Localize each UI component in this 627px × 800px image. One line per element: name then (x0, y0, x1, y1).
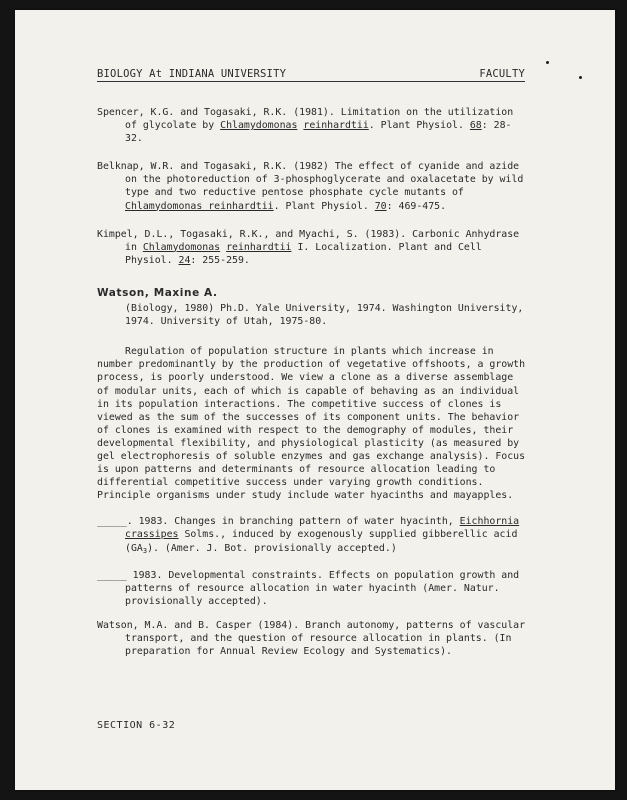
header-department: BIOLOGY At INDIANA UNIVERSITY (97, 68, 287, 80)
reference-text: . Plant Physiol. (273, 200, 375, 212)
reference-text: : 255-259. (190, 254, 250, 266)
reference-text: I. Localization. Plant and Cell Physiol. (125, 241, 488, 266)
reference-text: Spencer, K.G. and Togasaki, R.K. (1981). Limitation on the utilization of glycolate by (97, 107, 520, 132)
page-footer: SECTION 6-32 (97, 720, 176, 731)
reference-emphasis: 24 (178, 254, 191, 266)
reference-text: Kimpel, D.L., Togasaki, R.K., and Myachi, S. (1983). Carbonic Anhydrase in (97, 228, 526, 253)
reference-emphasis: reinhardtii (303, 120, 369, 132)
reference-text: : 28-32. (125, 120, 512, 145)
reference-emphasis: Eichhornia crassipes (125, 516, 520, 541)
reference-emphasis: 68 (469, 120, 482, 132)
reference-text: _____ 1983. Developmental constraints. Effects on population growth and patterns of resource allocation in water hyacinth (Amer. Natur. provisionally accepted). (97, 569, 520, 607)
reference-emphasis: Chlamydomonas reinhardtii (125, 200, 274, 212)
references-list (97, 106, 530, 267)
reference-entry (97, 106, 527, 145)
faculty-credentials: (Biology, 1980) Ph.D. Yale University, 1974. Washington University, 1974. University of Utah, 1975-80. (125, 303, 524, 328)
reference-text: : 469-475. (386, 200, 447, 212)
reference-entry (97, 569, 527, 608)
reference-entry (97, 228, 527, 267)
reference-text: Belknap, W.R. and Togasaki, R.K. (1982) The effect of cyanide and azide on the photoreduction of 3-phosphoglycerate and oxalacetate by wild type and two reductive pentose phosphate cycle mutants of (97, 161, 530, 199)
reference-entry (97, 619, 527, 658)
research-description: Regulation of population structure in plants which increase in number predominantly by the production of vegetative offshoots, a growth process, is poorly understood. We view a clone as a diverse assemblage of modular units, each of which is capable of behaving as an individual in its population interactions. The competitive success of clones is viewed as the sum of the successes of its component units. The behavior of clones is examined with respect to the demography of modules, their developmental flexibility, and physiological plasticity (as measured by gel electrophoresis of soluble enzymes and gas exchange analysis). Focus is upon patterns and determinants of resource allocation leading to differential competitive success under varying growth conditions. Principle organisms under study include water hyacinths and mayapples. (97, 346, 526, 502)
reference-entry (97, 515, 527, 557)
reference-text: _____. 1983. Changes in branching pattern of water hyacinth, (97, 516, 460, 528)
reference-emphasis: Chlamydomonas (142, 241, 221, 253)
reference-emphasis: 70 (374, 200, 387, 212)
reference-text: ). (Amer. J. Bot. provisionally accepted.) (147, 542, 397, 554)
page-header (97, 68, 525, 82)
header-section: FACULTY (479, 68, 525, 80)
reference-text: Watson, M.A. and B. Casper (1984). Branch autonomy, patterns of vascular transport, and the question of resource allocation in plants. (In preparation for Annual Review Ecology and Systematics). (97, 619, 526, 658)
reference-text: . Plant Physiol. (368, 120, 470, 132)
document-page (15, 10, 615, 790)
speck-mark (546, 61, 549, 64)
reference-text: Solms., induced by exogenously supplied gibberellic acid (GA (125, 529, 518, 554)
watson-references-list (97, 515, 527, 658)
faculty-name: Watson, Maxine A. (97, 286, 218, 299)
reference-entry (97, 160, 530, 212)
page-content (97, 106, 530, 669)
speck-mark (579, 76, 582, 79)
reference-emphasis: reinhardtii (226, 241, 292, 253)
reference-emphasis: Chlamydomonas (220, 120, 298, 132)
reference-text: 3 (142, 546, 148, 555)
